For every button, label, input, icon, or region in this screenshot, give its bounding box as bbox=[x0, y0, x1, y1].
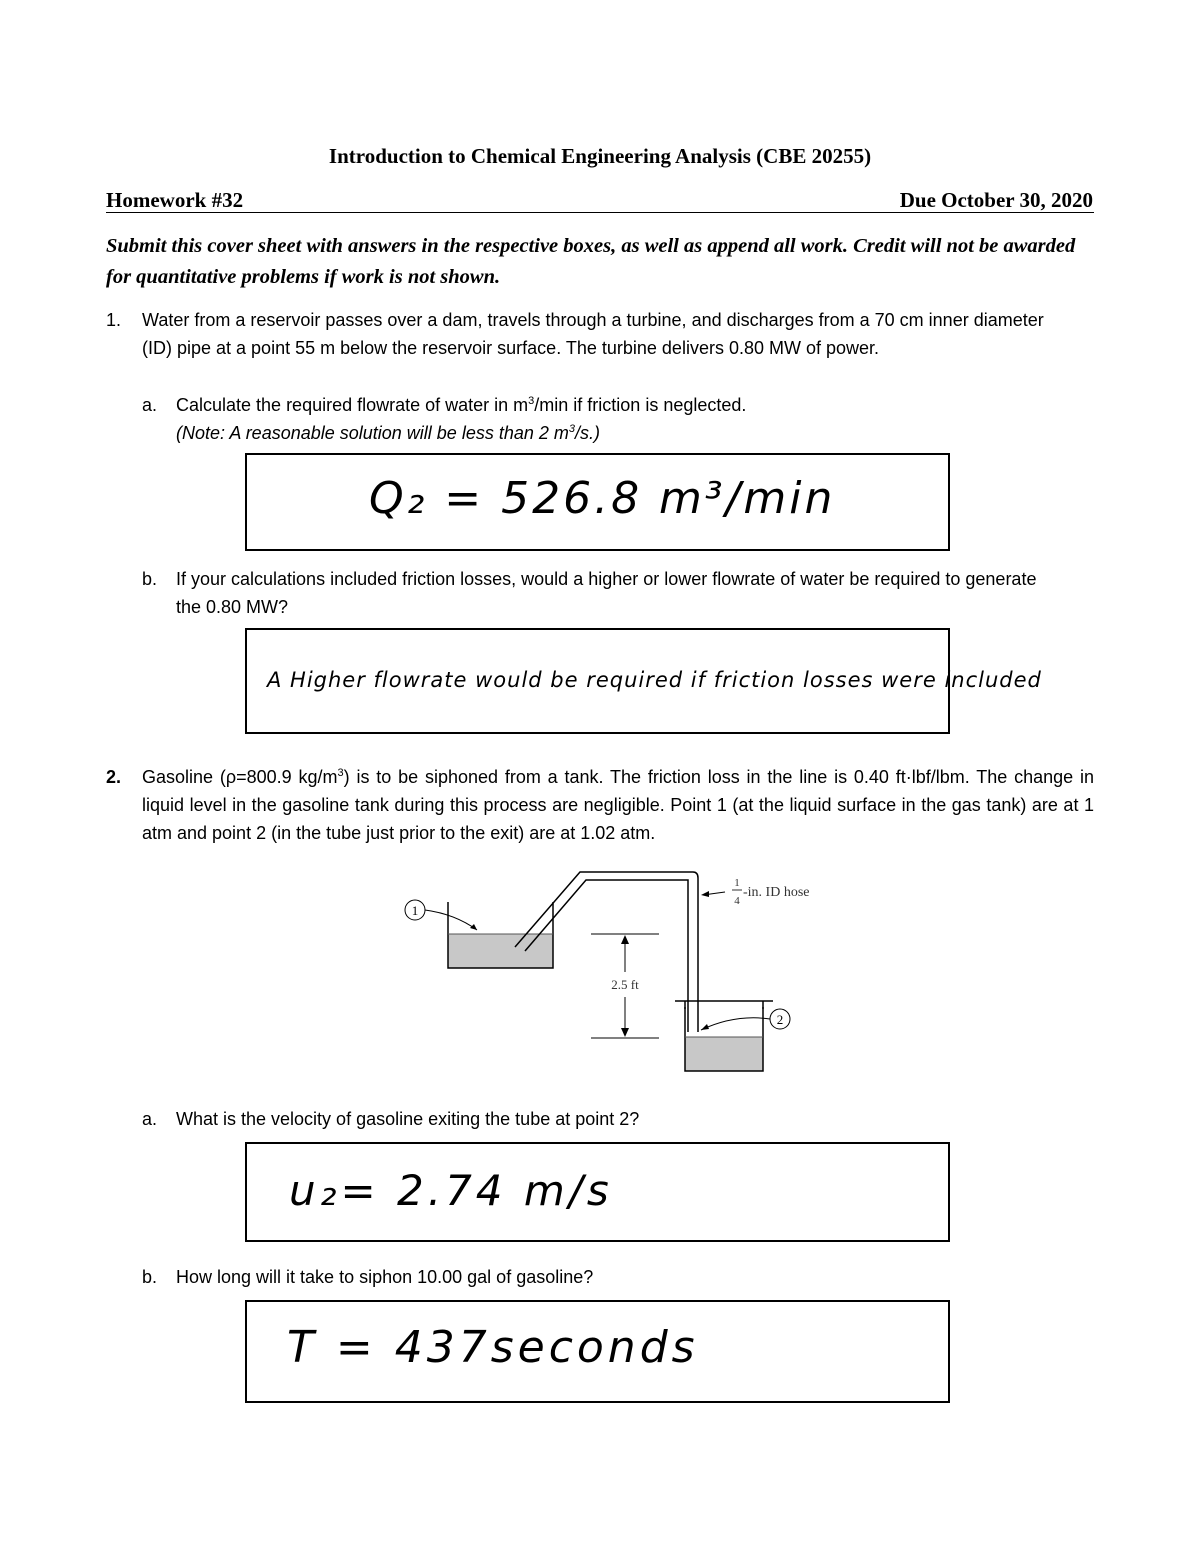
problem-1 bbox=[106, 306, 1096, 362]
problem-2-number: 2. bbox=[106, 767, 122, 787]
problem-2b-question: How long will it take to siphon 10.00 gal of gasoline? bbox=[176, 1267, 594, 1287]
answer-box-2a[interactable] bbox=[245, 1142, 950, 1242]
problem-1a-label: a. bbox=[142, 395, 158, 415]
header-rule bbox=[106, 212, 1094, 213]
problem-2a-label: a. bbox=[142, 1109, 158, 1129]
hose-fraction-denominator: 4 bbox=[734, 895, 740, 907]
due-date: Due October 30, 2020 bbox=[899, 188, 1093, 212]
problem-2a-question: What is the velocity of gasoline exiting the tube at point 2? bbox=[176, 1109, 640, 1129]
handwritten-answer-1b: A Higher flowrate would be required if friction losses were included bbox=[267, 668, 1042, 692]
problem-2b bbox=[142, 1263, 1042, 1291]
hose-label: -in. ID hose bbox=[743, 885, 810, 900]
problem-1-number: 1. bbox=[106, 310, 122, 330]
answer-box-1b[interactable] bbox=[245, 628, 1042, 734]
handwritten-answer-1a: Q₂ = 526.8 m³/min bbox=[369, 473, 836, 524]
problem-2-text: Gasoline (ρ=800.9 $kg/m^3$) is to be siphoned from a tank. The friction loss in the line is 0.40 ft·lbf/lbm. The change in liquid level in the gasoline tank during this process are negligible. Point 1 (at the liquid surface in the gas tank) are at 1 atm and point 2 (in the tube just prior to the exit) are at 1.02 atm. bbox=[142, 767, 1094, 843]
tank-2-liquid bbox=[685, 1037, 763, 1071]
siphon-diagram bbox=[395, 852, 835, 1077]
problem-1a bbox=[142, 391, 1042, 447]
handwritten-answer-2b: T = 437seconds bbox=[287, 1322, 699, 1373]
problem-1-text: Water from a reservoir passes over a dam, travels through a turbine, and discharges from a 70 cm inner diameter (ID) pipe at a point 55 m below the reservoir surface. The turbine delivers 0.80 MW of power. bbox=[142, 310, 1044, 358]
problem-1a-note: (Note: A reasonable solution will be less than 2 $m^3/s$.) bbox=[176, 423, 600, 443]
problem-2 bbox=[106, 763, 1096, 847]
answer-box-2b[interactable] bbox=[245, 1300, 950, 1403]
handwritten-answer-2a: u₂= 2.74 m/s bbox=[289, 1166, 613, 1215]
problem-2a bbox=[142, 1105, 1042, 1133]
document-title: Introduction to Chemical Engineering Analysis (CBE 20255) bbox=[328, 144, 872, 168]
problem-1b-label: b. bbox=[142, 569, 158, 589]
problem-1b bbox=[142, 565, 1062, 621]
point-2-label: 2 bbox=[776, 1012, 784, 1027]
height-label: 2.5 ft bbox=[611, 977, 639, 992]
problem-1b-question: If your calculations included friction losses, would a higher or lower flowrate of water be required to generate the 0.80 MW? bbox=[176, 569, 1037, 617]
point-1-label: 1 bbox=[411, 903, 419, 918]
tank-1-liquid bbox=[448, 934, 553, 968]
problem-1a-question: Calculate the required flowrate of water in $m^3/\min$ if friction is neglected. bbox=[176, 395, 747, 415]
hose-fraction-numerator: 1 bbox=[734, 877, 740, 889]
problem-2b-label: b. bbox=[142, 1267, 158, 1287]
instructions: Submit this cover sheet with answers in the respective boxes, as well as append all work. Credit will not be awarded for quantitative problems if work is not shown. bbox=[106, 235, 1076, 288]
homework-number: Homework #32 bbox=[106, 188, 244, 212]
answer-box-1a[interactable] bbox=[245, 453, 950, 551]
